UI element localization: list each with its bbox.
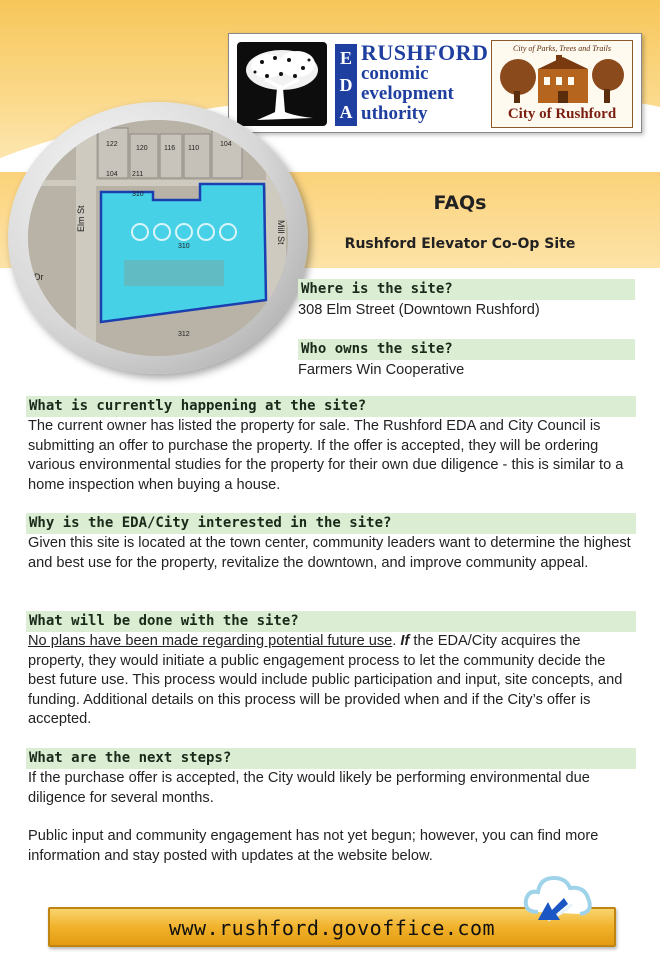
map-street-label: Mill St [276, 220, 286, 245]
map-parcel-label: 211 [132, 171, 144, 178]
eda-letter: E [339, 47, 352, 68]
answer-underlined-text: No plans have been made regarding potential future use [28, 633, 393, 649]
faq-answer: Farmers Win Cooperative [298, 362, 465, 378]
faq-question: Who owns the site? [298, 339, 635, 360]
tree-logo-icon [237, 42, 327, 126]
faq-answer: The current owner has listed the property for sale. The Rushford EDA and City Council is submitting an offer to purchase the property. If the offer is accepted, they will be ordering various environmental studies for the property for their own due diligence - this is similar to a home inspection when buying a house. [28, 418, 624, 493]
faq-answer: Public input and community engagement has not yet begun; however, you can find more information and stay posted with updates at the website below. [28, 828, 599, 864]
answer-period: . [392, 633, 397, 649]
map-parcel-label: 310 [132, 191, 144, 198]
city-skyline-icon [498, 55, 626, 103]
faq-question: What is currently happening at the site? [26, 396, 636, 417]
eda-word: evelopment [361, 83, 454, 104]
eda-letter-column [335, 44, 357, 126]
map-street-label: Dr [34, 272, 44, 282]
site-map [28, 120, 288, 356]
map-parcel-label: 312 [178, 331, 190, 338]
map-parcel-label: 104 [220, 141, 232, 148]
eda-word: RUSHFORD [361, 40, 489, 65]
faq-answer: If the purchase offer is accepted, the City would likely be performing environmental due diligence for several months. [28, 770, 590, 806]
page-title: FAQs [433, 192, 487, 214]
site-map-frame [8, 102, 308, 374]
city-name: City of Rushford [507, 106, 617, 122]
faq-answer [28, 632, 636, 730]
faq-answer: Given this site is located at the town center, community leaders want to determine the highest and best use for the property, revitalize the downtown, and improve community appeal. [28, 535, 631, 571]
website-link[interactable]: www.rushford.govoffice.com [168, 916, 496, 940]
map-parcel-label: 110 [188, 145, 200, 152]
faq-answer: 308 Elm Street (Downtown Rushford) [298, 302, 540, 318]
map-parcel-label: 116 [164, 145, 176, 152]
city-tagline: City of Parks, Trees and Trails [513, 44, 611, 53]
faq-question: Where is the site? [298, 279, 635, 300]
map-parcel-label: 310 [178, 243, 190, 250]
map-street-label: Elm St [76, 205, 86, 232]
answer-text: the EDA/City acquires the property, they would initiate a public engagement process to let the community decide the best future use. This process would include public participation and input, site concepts, and funding. Additional details on this process will be provided when and if the City’s offer is accepted. [28, 633, 623, 727]
map-parcel-label: 120 [136, 145, 148, 152]
eda-letter: D [339, 74, 353, 95]
city-logo [491, 40, 633, 128]
map-parcel-label: 104 [106, 171, 118, 178]
eda-word: uthority [361, 103, 428, 124]
faq-question: What are the next steps? [26, 748, 636, 769]
page-subtitle: Rushford Elevator Co-Op Site [344, 236, 576, 252]
eda-wordmark [361, 42, 491, 124]
eda-word: conomic [361, 63, 429, 84]
faq-question: What will be done with the site? [26, 611, 636, 632]
answer-emphasis: If [400, 633, 410, 649]
eda-logo-box [228, 33, 642, 133]
eda-letter: A [339, 102, 353, 123]
cloud-arrow-icon [518, 868, 598, 934]
map-parcel-label: 122 [106, 141, 118, 148]
faq-question: Why is the EDA/City interested in the site? [26, 513, 636, 534]
